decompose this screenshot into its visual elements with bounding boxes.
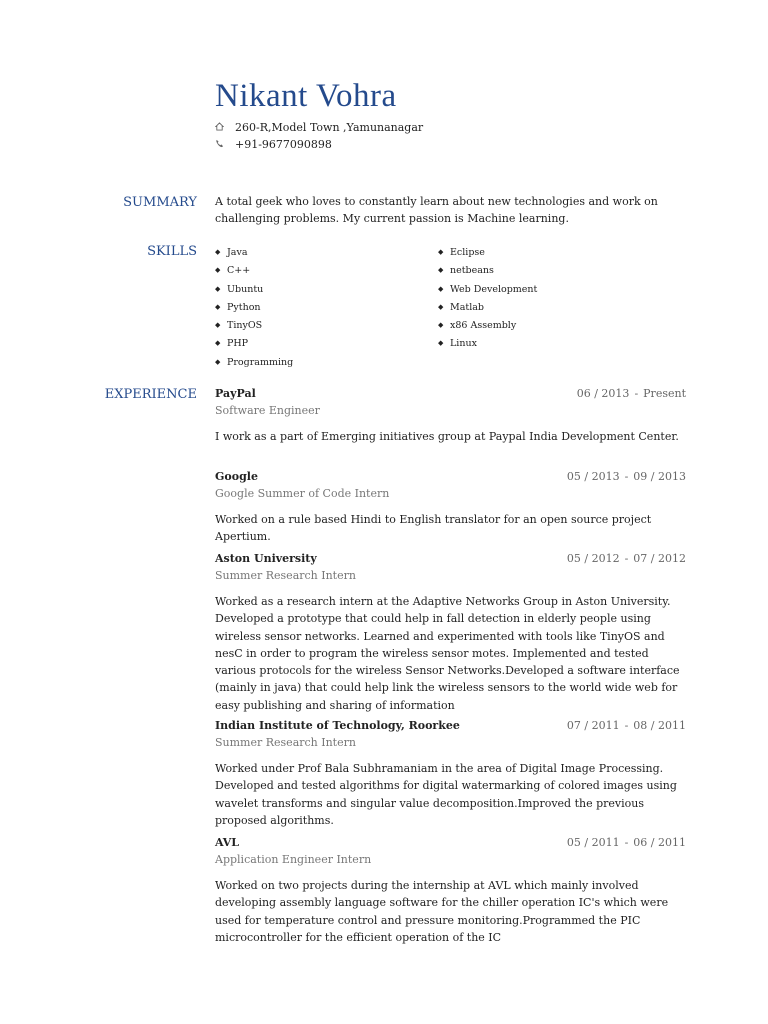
experience-heading: EXPERIENCE xyxy=(104,387,197,402)
job-description: Worked under Prof Bala Subhramaniam in the area of Digital Image Processing. Developed and tested algorithms for digital watermarking of colored images using wavelet transforms and singular value decomposition.Improved the previous proposed algorithms. xyxy=(215,762,677,827)
skill-item: ◆ Python xyxy=(215,298,293,316)
skill-item: ◆ Ubuntu xyxy=(215,280,293,298)
skill-item: ◆ PHP xyxy=(215,334,293,352)
job-title: Summer Research Intern xyxy=(215,736,356,749)
phone-text: +91-9677090898 xyxy=(235,138,332,151)
summary-text: A total geek who loves to constantly learn about new technologies and work on challenging problems. My current passion is Machine learning. xyxy=(215,195,658,226)
job-dates: 05 / 2011 - 06 / 2011 xyxy=(566,836,686,849)
job-company: Aston University xyxy=(215,552,317,565)
phone-line xyxy=(215,138,332,153)
skill-item: ◆ TinyOS xyxy=(215,316,293,334)
job-dates: 06 / 2013 - Present xyxy=(576,387,686,400)
job-entry-aston xyxy=(215,551,686,714)
job-entry-paypal xyxy=(215,386,686,445)
candidate-name: Nikant Vohra xyxy=(215,78,397,114)
bullet-icon: ◆ xyxy=(438,302,444,311)
skill-item: ◆ Linux xyxy=(438,334,537,352)
summary-heading: SUMMARY xyxy=(123,195,197,210)
job-description: Worked on a rule based Hindi to English translator for an open source project Apertium. xyxy=(215,513,652,544)
bullet-icon: ◆ xyxy=(438,339,444,348)
bullet-icon: ◆ xyxy=(438,248,444,256)
job-dates: 05 / 2013 - 09 / 2013 xyxy=(566,470,686,483)
job-title: Software Engineer xyxy=(215,404,320,417)
skill-item: ◆ netbeans xyxy=(438,261,537,279)
job-description: Worked as a research intern at the Adaptive Networks Group in Aston University. Developed a prototype that could help in fall detection in elderly people using wireless sensor networks. Learned and experimented with tools like TinyOS and nesC in order to program the wireless sensor motes. Implemented and tested various protocols for the wireless Sensor Networks.Developed a software interface (mainly in java) that could help link the wireless sensors to the world wide web for easy publishing and sharing of information xyxy=(215,595,680,712)
phone-icon xyxy=(215,139,227,153)
job-description: Worked on two projects during the internship at AVL which mainly involved developing assembly language software for the chiller operation IC's which were used for temperature control and pressure monitoring.Programmed the PIC microcontroller for the efficient operation of the IC xyxy=(215,879,669,944)
job-company: Google xyxy=(215,470,258,483)
bullet-icon: ◆ xyxy=(215,284,221,293)
job-company: Indian Institute of Technology, Roorkee xyxy=(215,719,460,732)
bullet-icon: ◆ xyxy=(215,248,221,256)
skill-item: ◆ Matlab xyxy=(438,298,537,316)
skill-item: ◆ Eclipse xyxy=(438,243,537,261)
job-dates: 07 / 2011 - 08 / 2011 xyxy=(566,719,686,732)
bullet-icon: ◆ xyxy=(215,266,221,275)
skill-item: ◆ Java xyxy=(215,243,293,261)
skills-list-right xyxy=(438,243,537,353)
job-title: Google Summer of Code Intern xyxy=(215,487,390,500)
job-entry-google xyxy=(215,469,686,546)
bullet-icon: ◆ xyxy=(438,266,444,275)
skills-heading: SKILLS xyxy=(147,244,197,259)
skill-item: ◆ x86 Assembly xyxy=(438,316,537,334)
skills-list-left xyxy=(215,243,293,371)
bullet-icon: ◆ xyxy=(438,321,444,330)
job-company: PayPal xyxy=(215,387,256,400)
skill-item: ◆ Programming xyxy=(215,353,293,371)
bullet-icon: ◆ xyxy=(215,321,221,330)
job-entry-avl xyxy=(215,835,686,946)
address-line xyxy=(215,121,423,136)
job-title: Application Engineer Intern xyxy=(215,853,372,866)
address-text: 260-R,Model Town ,Yamunanagar xyxy=(235,121,424,134)
bullet-icon: ◆ xyxy=(215,339,221,348)
bullet-icon: ◆ xyxy=(215,357,221,366)
bullet-icon: ◆ xyxy=(438,284,444,293)
job-entry-iit-roorkee xyxy=(215,718,686,829)
skill-item: ◆ Web Development xyxy=(438,280,537,298)
bullet-icon: ◆ xyxy=(215,302,221,311)
home-icon xyxy=(215,122,227,136)
job-description: I work as a part of Emerging initiatives group at Paypal India Development Center. xyxy=(215,430,679,443)
job-company: AVL xyxy=(215,836,240,849)
skill-item: ◆ C++ xyxy=(215,261,293,279)
job-title: Summer Research Intern xyxy=(215,569,356,582)
job-dates: 05 / 2012 - 07 / 2012 xyxy=(566,552,686,565)
